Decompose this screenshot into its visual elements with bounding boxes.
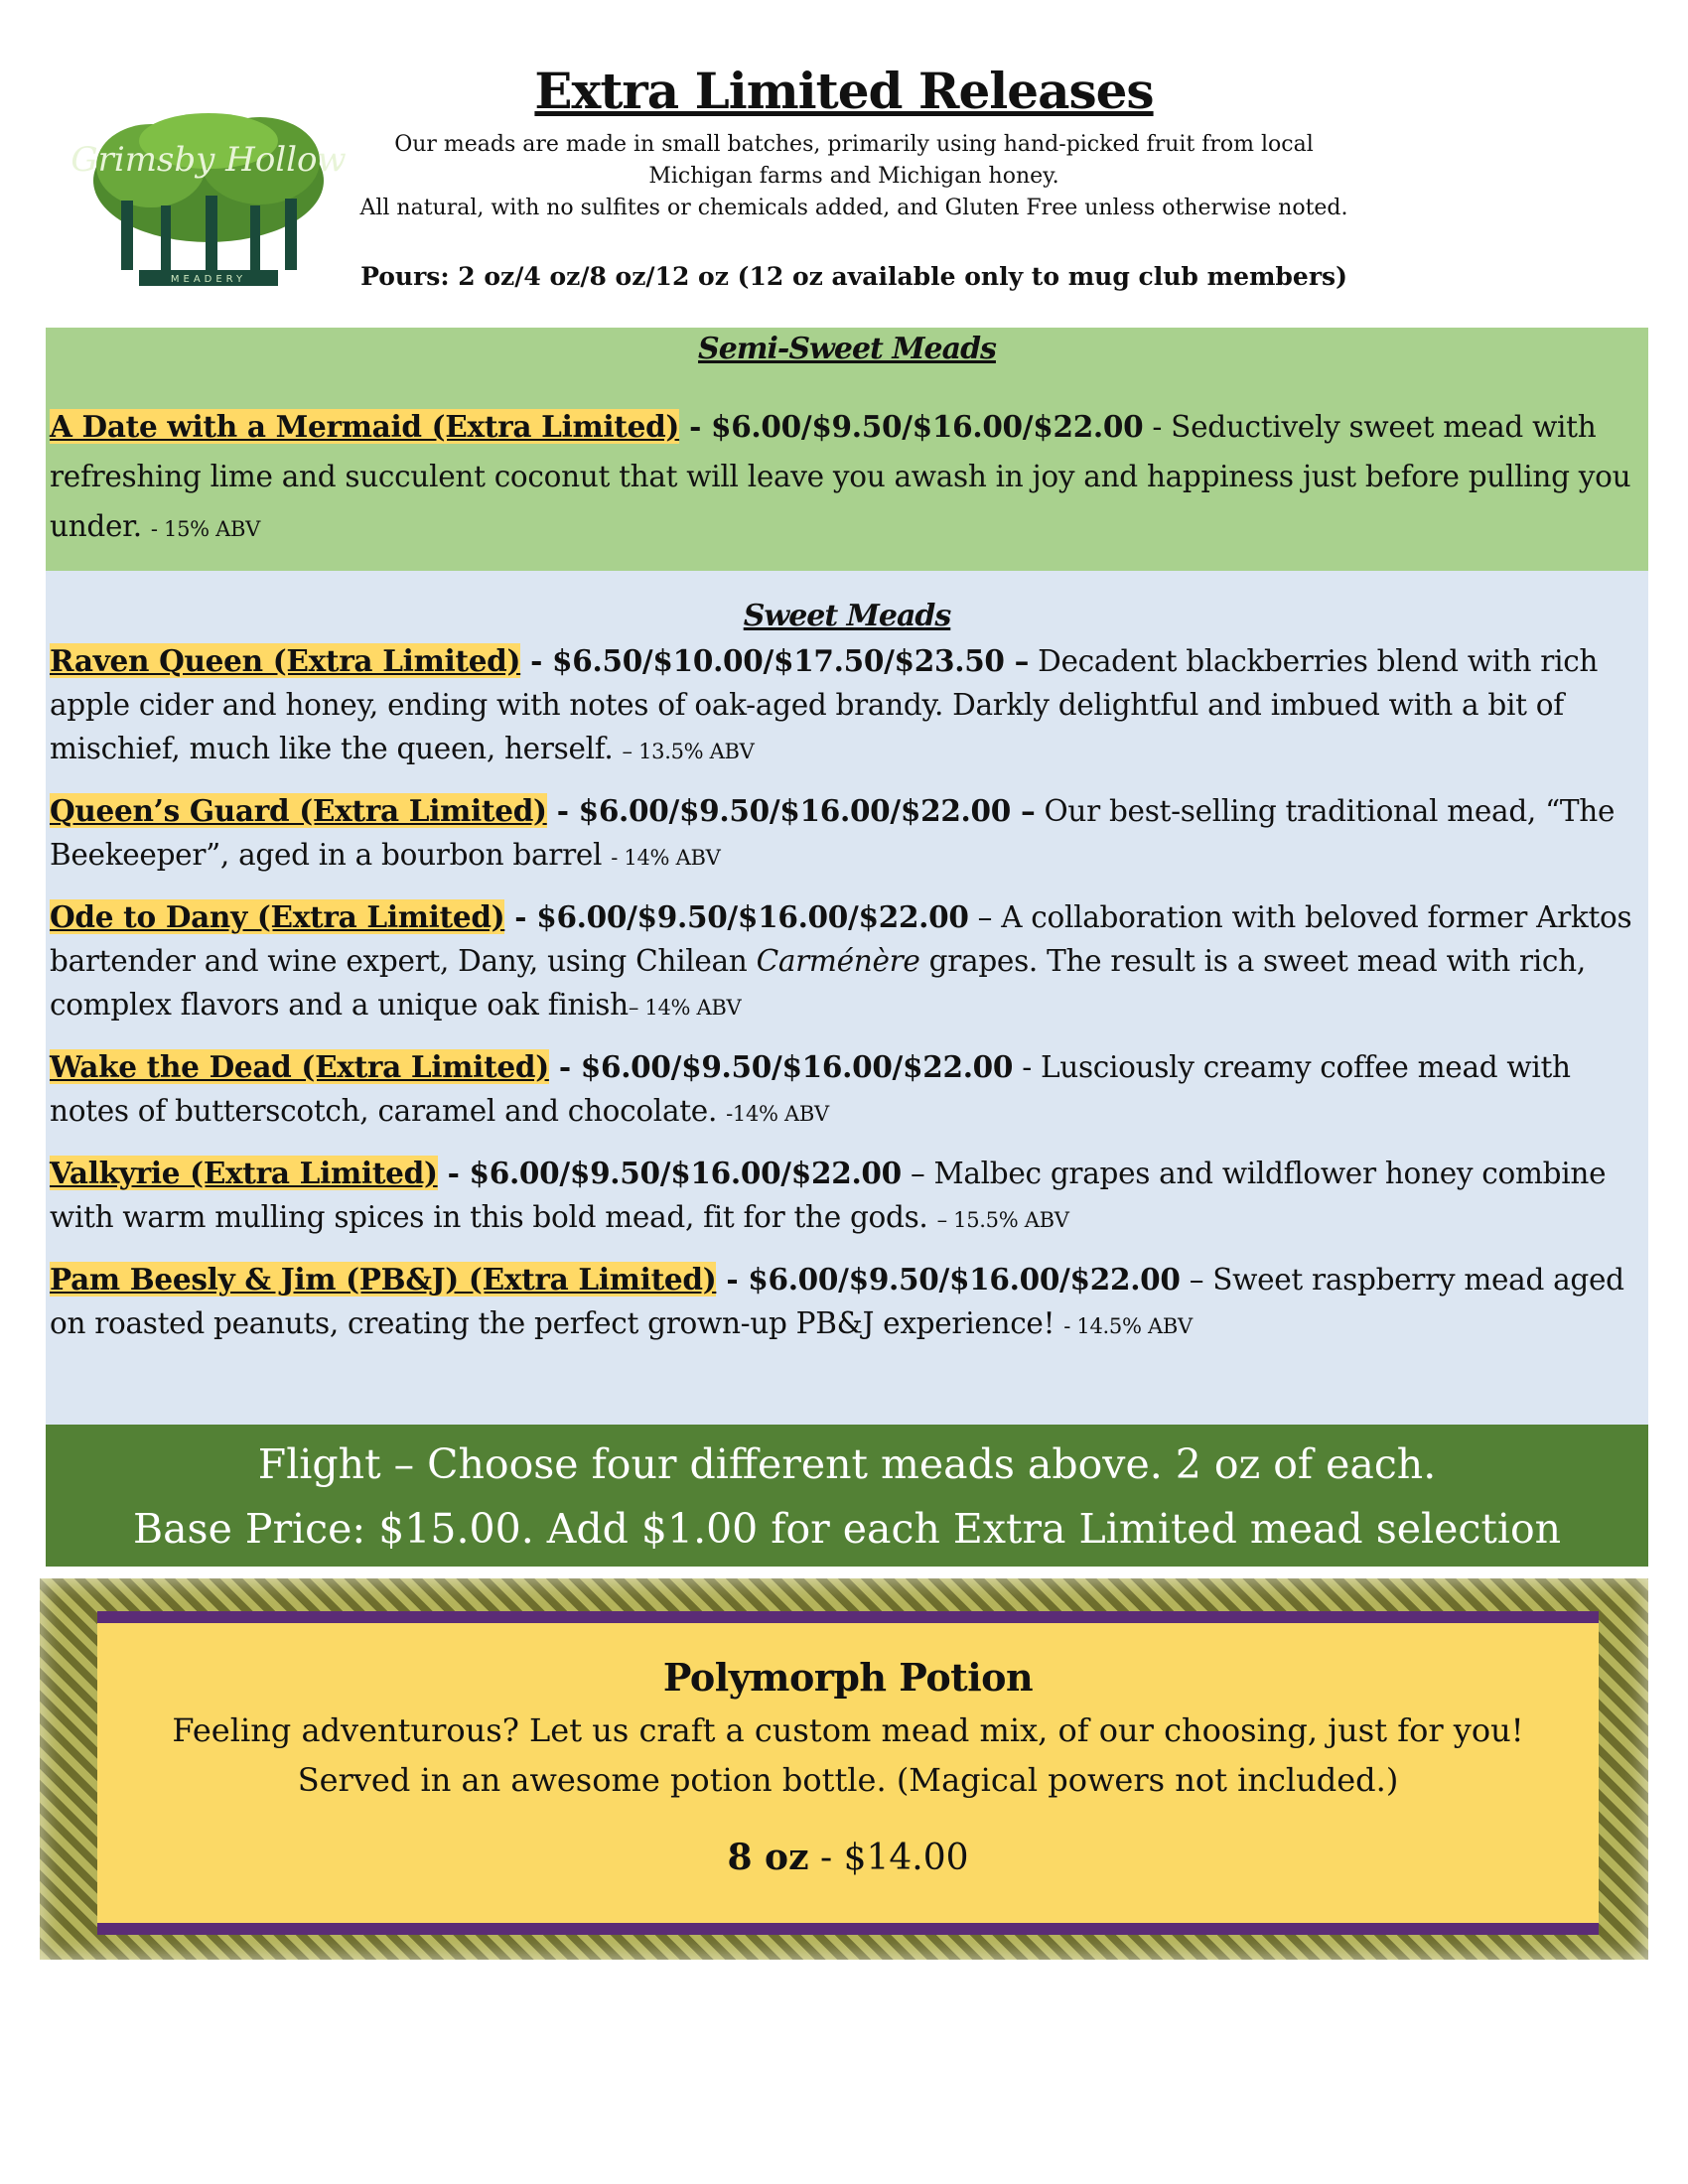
mead-description: Decadent blackberries blend with rich apple cider and honey, ending with notes of oak-aged brandy. Darkly delightful and imbued with a bit of mischief, much like the queen, herself. [50,644,1599,765]
mead-item [50,895,1644,1029]
mead-abv: - 14% ABV [611,846,721,870]
polymorph-potion-box [97,1611,1599,1935]
mead-price: - $6.00/$9.50/$16.00/$22.00 [504,899,969,934]
mead-name: Pam Beesly & Jim (PB&J) (Extra Limited) [50,1262,717,1297]
mead-description: – Malbec grapes and wildflower honey combine with warm mulling spices in this bold mead, fit for the gods. [50,1157,1607,1234]
flight-line-2: Base Price: $15.00. Add $1.00 for each Extra Limited mead selection [132,1505,1562,1553]
mead-description: – A collaboration with beloved former Arktos bartender and wine expert, Dany, using Chilean [50,900,1632,978]
mead-abv: - 14.5% ABV [1063,1314,1193,1338]
svg-text:MEADERY: MEADERY [170,274,247,285]
mead-description: – Sweet raspberry mead aged on roasted peanuts, creating the perfect grown-up PB&J experience! [50,1263,1624,1340]
mead-item [50,1045,1644,1136]
mead-abv: - 15% ABV [150,517,261,541]
flight-banner [46,1425,1648,1567]
mead-name: Queen’s Guard (Extra Limited) [50,793,547,828]
mead-name: Wake the Dead (Extra Limited) [50,1049,549,1084]
mead-price: - $6.00/$9.50/$16.00/$22.00 [716,1262,1181,1297]
mead-abv: – 15.5% ABV [936,1208,1069,1232]
mead-abv: – 13.5% ABV [622,740,755,763]
sweet-heading: Sweet Meads [743,599,951,633]
mead-description: - Lusciously creamy coffee mead with notes of butterscotch, caramel and chocolate. [50,1050,1571,1128]
potion-title: Polymorph Potion [662,1655,1034,1700]
mead-price: - $6.00/$9.50/$16.00/$22.00 [679,409,1144,444]
mead-item [50,639,1644,773]
mead-description-cont: grapes. The result is a sweet mead with rich, complex flavors and a unique oak finish [50,944,1586,1022]
mead-description: - Seductively sweet mead with refreshing lime and succulent coconut that will leave you awash in joy and happiness just before pulling you under. [50,410,1631,543]
potion-description: Feeling adventurous? Let us craft a custom mead mix, of our choosing, just for you! Served in an awesome potion bottle. (Magical powers not included.) [172,1711,1524,1799]
mead-price: - $6.00/$9.50/$16.00/$22.00 [548,1049,1014,1084]
mead-item [50,402,1644,554]
semi-sweet-heading: Semi-Sweet Meads [698,332,996,366]
mead-name: Valkyrie (Extra Limited) [50,1156,438,1190]
page-title: Extra Limited Releases [534,62,1154,120]
grape-variety: Carménère [756,944,920,978]
flight-line-1: Flight – Choose four different meads above. 2 oz of each. [257,1440,1437,1488]
semi-sweet-section [46,328,1648,571]
mead-name: Ode to Dany (Extra Limited) [50,899,505,934]
potion-price: 8 oz - $14.00 [727,1837,969,1878]
mead-item [50,1258,1644,1348]
intro-text: Our meads are made in small batches, primarily using hand-picked fruit from local Michigan farms and Michigan honey. All natural, with no sulfites or chemicals added, and Gluten Free unless otherwise noted. [359,132,1348,220]
svg-text:Grimsby Hollow: Grimsby Hollow [70,140,347,180]
mead-description: Our best-selling traditional mead, “The Beekeeper”, aged in a bourbon barrel [50,794,1616,872]
mead-abv: -14% ABV [726,1102,829,1126]
sweet-section [46,571,1648,1425]
mead-item [50,1152,1644,1242]
mead-item [50,789,1644,880]
mead-abv: – 14% ABV [628,996,742,1020]
mead-price: - $6.50/$10.00/$17.50/$23.50 – [520,643,1030,678]
mead-price: - $6.00/$9.50/$16.00/$22.00 [437,1156,902,1190]
mead-name: A Date with a Mermaid (Extra Limited) [50,409,680,444]
mead-price: - $6.00/$9.50/$16.00/$22.00 – [546,793,1036,828]
mead-name: Raven Queen (Extra Limited) [50,643,521,678]
grimsby-hollow-logo [70,111,347,290]
pours-info: Pours: 2 oz/4 oz/8 oz/12 oz (12 oz available only to mug club members) [360,262,1347,291]
